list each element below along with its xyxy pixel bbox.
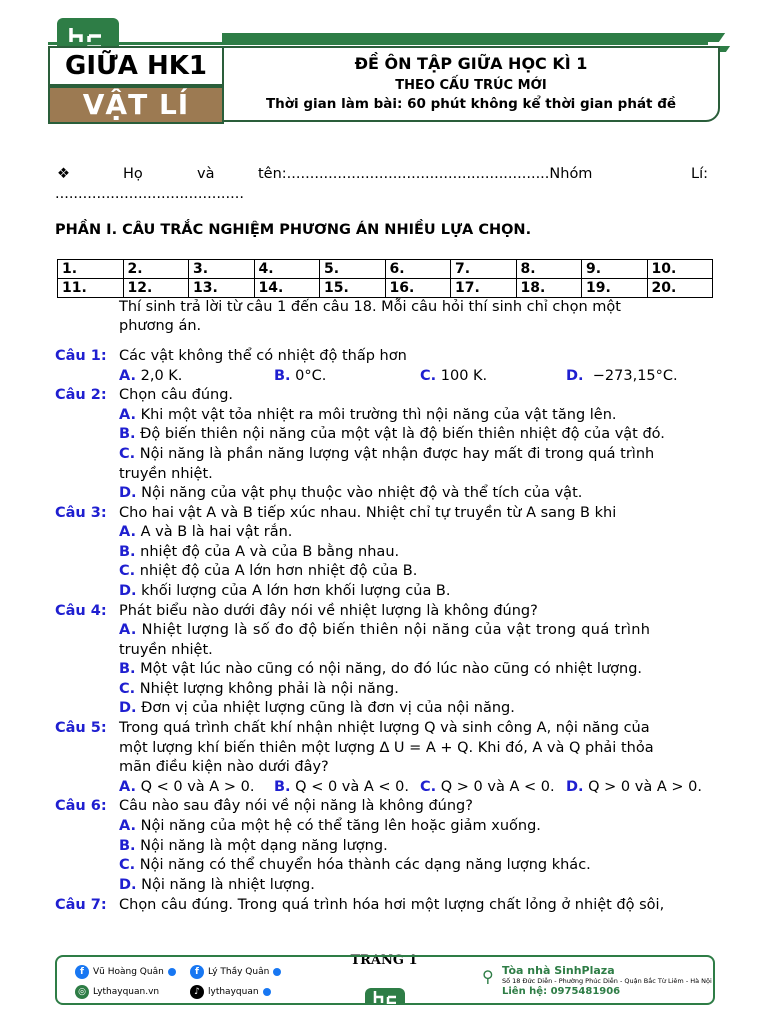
facebook-name-2: Lý Thầy Quân [208, 967, 270, 977]
answer-cell[interactable]: 2. [123, 260, 189, 279]
question-label: Câu 7: [55, 897, 107, 913]
answer-cell[interactable]: 15. [320, 279, 386, 298]
footer-logo [365, 988, 405, 1004]
question-label: Câu 5: [55, 720, 107, 736]
tiktok-link[interactable] [190, 985, 271, 999]
answer-cell[interactable]: 20. [647, 279, 713, 298]
option-c: C. Nội năng có thể chuyển hóa thành các dạng năng lượng khác. [119, 857, 591, 873]
building-name: Tòa nhà SinhPlaza [502, 964, 615, 977]
question-stem: Cho hai vật A và B tiếp xúc nhau. Nhiệt chỉ tự truyền từ A sang B khi [119, 505, 617, 521]
facebook-link-1[interactable] [75, 965, 176, 979]
option-a: A. Q < 0 và A > 0. [119, 779, 255, 795]
tiktok-text: lythayquan [208, 987, 259, 997]
instruction-line: phương án. [119, 318, 202, 334]
answer-cell[interactable]: 6. [385, 260, 451, 279]
exam-term-tag: GIỮA HK1 [48, 46, 224, 86]
page-number: TRANG 1 [350, 953, 418, 968]
answer-cell[interactable]: 16. [385, 279, 451, 298]
page-title: ĐỀ ÔN TẬP GIỮA HỌC KÌ 1 [354, 54, 588, 73]
question-label: Câu 1: [55, 348, 107, 364]
question-stem: Câu nào sau đây nói về nội năng là không đúng? [119, 798, 473, 814]
option-a: A. Khi một vật tỏa nhiệt ra môi trường thì nội năng của vật tăng lên. [119, 407, 617, 423]
answer-cell[interactable]: 13. [189, 279, 255, 298]
answer-cell[interactable]: 12. [123, 279, 189, 298]
verified-icon [168, 968, 176, 976]
option-a: A. Nội năng của một hệ có thể tăng lên hoặc giảm xuống. [119, 818, 541, 834]
option-c: C. Nội năng là phần năng lượng vật nhận được hay mất đi trong quá trình [119, 446, 655, 462]
answer-cell[interactable]: 11. [58, 279, 124, 298]
option-c: C. Nhiệt lượng không phải là nội năng. [119, 681, 399, 697]
subject-tag: VẬT LÍ [48, 86, 224, 124]
option-d: D. −273,15°C. [566, 368, 678, 384]
option-b: B. Độ biến thiên nội năng của một vật là độ biến thiên nhiệt độ của vật đó. [119, 426, 665, 442]
option-a: A. 2,0 K. [119, 368, 183, 384]
question-stem: một lượng khí biến thiên một lượng ∆ U = A + Q. Khi đó, A và Q phải thỏa [119, 740, 654, 756]
name-label-1: Họ [123, 166, 143, 182]
location-pin-icon: ⚲ [482, 967, 494, 986]
facebook-icon: f [75, 965, 89, 979]
answer-cell[interactable]: 19. [582, 279, 648, 298]
answer-cell[interactable]: 5. [320, 260, 386, 279]
question-stem: mãn điều kiện nào dưới đây? [119, 759, 329, 775]
answer-cell[interactable]: 4. [254, 260, 320, 279]
page-footer [55, 955, 715, 1005]
instruction-line: Thí sinh trả lời từ câu 1 đến câu 18. Mỗi câu hỏi thí sinh chỉ chọn một [119, 299, 621, 315]
facebook-name-1: Vũ Hoàng Quân [93, 967, 164, 977]
section-title: PHẦN I. CÂU TRẮC NGHIỆM PHƯƠNG ÁN NHIỀU LỰA CHỌN. [55, 222, 532, 238]
question-label: Câu 6: [55, 798, 107, 814]
answer-cell[interactable]: 3. [189, 260, 255, 279]
option-c-cont: truyền nhiệt. [119, 466, 213, 482]
header-bar [222, 33, 708, 42]
option-a: A. Nhiệt lượng là số đo độ biến thiên nội năng của vật trong quá trình [119, 622, 651, 638]
address-text: Số 18 Đức Diễn - Phường Phúc Diễn - Quận Bắc Từ Liêm - Hà Nội [502, 977, 712, 985]
option-b: B. 0°C. [274, 368, 327, 384]
header-decoration [697, 33, 725, 42]
time-note: Thời gian làm bài: 60 phút không kể thời gian phát đề [265, 96, 677, 112]
facebook-link-2[interactable] [190, 965, 281, 979]
option-d: D. Đơn vị của nhiệt lượng cũng là đơn vị của nội năng. [119, 700, 515, 716]
globe-icon: ◎ [75, 985, 89, 999]
group-label: Lí: [691, 166, 708, 182]
answer-grid [57, 259, 713, 298]
page-subtitle: THEO CẤU TRÚC MỚI [395, 78, 547, 93]
option-c: C. 100 K. [420, 368, 488, 384]
option-c: C. Q > 0 và A < 0. [420, 779, 555, 795]
question-stem: Chọn câu đúng. Trong quá trình hóa hơi một lượng chất lỏng ở nhiệt độ sôi, [119, 897, 665, 913]
option-d: D. Nội năng là nhiệt lượng. [119, 877, 315, 893]
answer-cell[interactable]: 7. [451, 260, 517, 279]
option-d: D. khối lượng của A lớn hơn khối lượng của B. [119, 583, 451, 599]
facebook-icon: f [190, 965, 204, 979]
option-b: B. Q < 0 và A < 0. [274, 779, 409, 795]
contact-text[interactable]: Liên hệ: 0975481906 [502, 986, 621, 997]
question-stem: Chọn câu đúng. [119, 387, 234, 403]
option-b: B. Một vật lúc nào cũng có nội năng, do đó lúc nào cũng có nhiệt lượng. [119, 661, 643, 677]
answer-cell[interactable]: 14. [254, 279, 320, 298]
answer-cell[interactable]: 17. [451, 279, 517, 298]
question-label: Câu 3: [55, 505, 107, 521]
option-c: C. nhiệt độ của A lớn hơn nhiệt độ của B. [119, 563, 418, 579]
website-text: Lythayquan.vn [93, 987, 160, 997]
question-label: Câu 4: [55, 603, 107, 619]
answer-cell[interactable]: 1. [58, 260, 124, 279]
option-b: B. nhiệt độ của A và của B bằng nhau. [119, 544, 400, 560]
bullet-icon: ❖ [57, 166, 70, 182]
question-label: Câu 2: [55, 387, 107, 403]
answer-cell[interactable]: 9. [582, 260, 648, 279]
answer-cell[interactable]: 10. [647, 260, 713, 279]
option-d: D. Q > 0 và A > 0. [566, 779, 702, 795]
answer-cell[interactable]: 8. [516, 260, 582, 279]
question-stem: Các vật không thể có nhiệt độ thấp hơn [119, 348, 407, 364]
question-stem: Phát biểu nào dưới đây nói về nhiệt lượng là không đúng? [119, 603, 538, 619]
group-field[interactable]: ......................................... [55, 186, 244, 202]
website-link[interactable] [75, 985, 159, 999]
tiktok-icon: ♪ [190, 985, 204, 999]
answer-cell[interactable]: 18. [516, 279, 582, 298]
option-d: D. Nội năng của vật phụ thuộc vào nhiệt độ và thể tích của vật. [119, 485, 583, 501]
option-a: A. A và B là hai vật rắn. [119, 524, 293, 540]
verified-icon [273, 968, 281, 976]
name-label-2: và [197, 166, 215, 182]
option-a-cont: truyền nhiệt. [119, 642, 213, 658]
option-b: B. Nội năng là một dạng năng lượng. [119, 838, 388, 854]
header-rule [48, 42, 708, 45]
question-stem: Trong quá trình chất khí nhận nhiệt lượng Q và sinh công A, nội năng của [119, 720, 650, 736]
name-field[interactable]: tên:.........................................................Nhóm [258, 166, 593, 182]
page-header [0, 0, 768, 135]
verified-icon [263, 988, 271, 996]
